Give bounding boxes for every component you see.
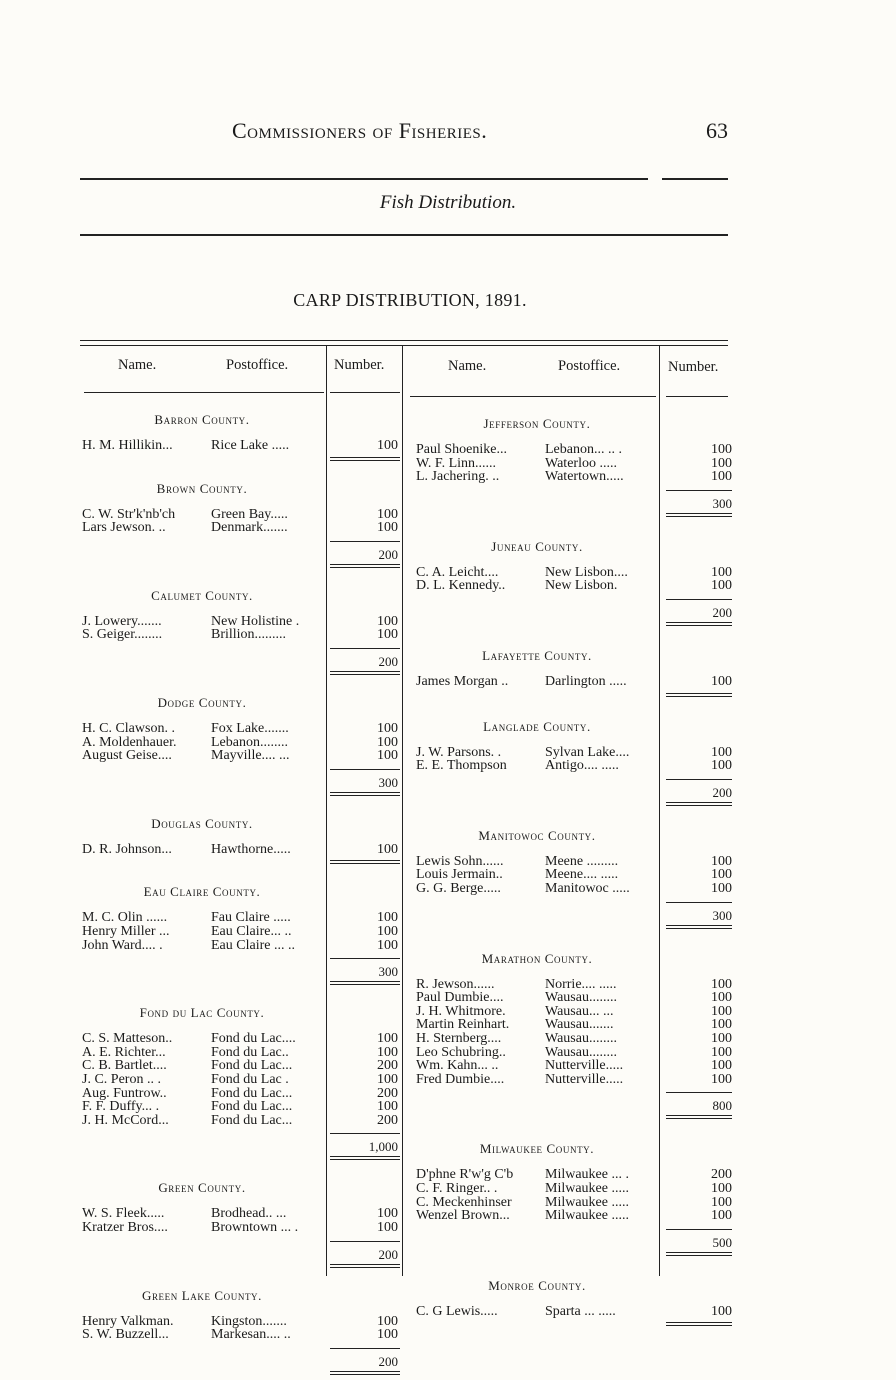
postoffice: Wausau... ...: [545, 1003, 614, 1019]
table-row: [416, 1032, 732, 1046]
fish-count: 100: [377, 627, 398, 643]
county-total: 800: [712, 1098, 732, 1114]
recipient-name: Henry Valkman.: [82, 1313, 174, 1329]
recipient-name: Paul Dumbie....: [416, 990, 504, 1006]
fish-count: 200: [377, 1085, 398, 1101]
fish-count: 200: [377, 1112, 398, 1128]
subtotal-rule: [666, 599, 732, 600]
recipient-name: Leo Schubring..: [416, 1044, 506, 1060]
recipient-name: S. Geiger........: [82, 627, 163, 643]
table-row: [416, 1073, 732, 1087]
table-row: [416, 882, 732, 896]
postoffice: Fond du Lac...: [211, 1112, 293, 1128]
table-row: [416, 443, 732, 457]
subhead-rule: [80, 234, 728, 236]
fish-count: 100: [711, 744, 732, 760]
recipient-name: Henry Miller ...: [82, 924, 170, 939]
table-row: [82, 843, 398, 857]
county-end-rule: [666, 1322, 732, 1326]
postoffice: Milwaukee .....: [545, 1181, 629, 1196]
postoffice: Hawthorne.....: [211, 841, 291, 857]
subtotal-rule: [330, 1348, 400, 1349]
fish-count: 100: [377, 1031, 398, 1047]
county-end-rule: [666, 802, 732, 806]
county-end-rule: [330, 792, 400, 796]
column-divider-1: [326, 346, 327, 1276]
postoffice: Browntown ... .: [211, 1220, 299, 1235]
recipient-name: A. E. Richter...: [82, 1044, 166, 1060]
recipient-name: S. W. Buzzell...: [82, 1327, 169, 1343]
fish-count: 100: [377, 506, 398, 522]
fish-count: 100: [711, 455, 732, 471]
fish-count: 100: [711, 1003, 732, 1019]
recipient-name: J. W. Parsons. .: [416, 744, 502, 760]
table-row: [416, 579, 732, 593]
postoffice: Eau Claire... ..: [211, 924, 292, 939]
table-row: [82, 749, 398, 763]
table-row: [416, 470, 732, 484]
table-row: [416, 759, 732, 773]
county-total: 300: [378, 774, 398, 790]
fish-count: 100: [377, 841, 398, 857]
postoffice: Nutterville.....: [545, 1058, 624, 1074]
fish-count: 100: [377, 748, 398, 764]
recipient-name: D'phne R'w'g C'b: [416, 1167, 514, 1183]
postoffice: Fox Lake.......: [211, 721, 289, 736]
header-underline-1: [84, 392, 324, 393]
fish-count: 100: [711, 853, 732, 869]
recipient-name: C. W. Str'k'nb'ch: [82, 506, 176, 522]
subtotal-rule: [330, 1241, 400, 1242]
postoffice: Fond du Lac....: [211, 1031, 296, 1047]
fish-count: 100: [711, 976, 732, 992]
fish-count: 100: [711, 1303, 732, 1319]
fish-count: 100: [711, 1031, 732, 1046]
fish-count: 100: [377, 1099, 398, 1115]
recipient-name: Wm. Kahn... ..: [416, 1058, 499, 1074]
postoffice: Fond du Lac..: [211, 1044, 289, 1060]
postoffice: Green Bay.....: [211, 506, 288, 522]
county-heading: Green County.: [158, 1180, 246, 1196]
fish-count: 100: [711, 1058, 732, 1074]
fish-count: 100: [377, 1206, 398, 1222]
recipient-name: M. C. Olin ......: [82, 910, 168, 926]
fish-count: 100: [377, 1313, 398, 1329]
county-heading: Manitowoc County.: [478, 827, 596, 843]
recipient-name: G. G. Berge.....: [416, 881, 501, 896]
postoffice: Milwaukee ... .: [545, 1167, 629, 1183]
postoffice: Lebanon........: [211, 734, 288, 750]
table-row: [82, 1114, 398, 1128]
county-heading: Brown County.: [156, 480, 248, 496]
fish-count: 100: [377, 937, 398, 953]
recipient-name: W. S. Fleek.....: [82, 1206, 165, 1222]
running-title: Commissioners of Fisheries.: [232, 118, 488, 143]
col-header-name-right: Name.: [448, 358, 487, 374]
postoffice: Waterloo .....: [545, 455, 617, 471]
fish-count: 100: [711, 1181, 732, 1196]
county-heading: Green Lake County.: [141, 1287, 263, 1303]
subtotal-rule: [666, 1229, 732, 1230]
county-end-rule: [330, 1264, 400, 1268]
county-heading: Jefferson County.: [483, 416, 591, 431]
county-total: 300: [712, 907, 732, 923]
fish-count: 100: [711, 1208, 732, 1224]
fish-count: 100: [377, 520, 398, 536]
subtotal-rule: [666, 902, 732, 903]
subtotal-rule: [330, 769, 400, 770]
col-header-postoffice-right: Postoffice.: [558, 358, 621, 374]
county-total: 500: [712, 1234, 732, 1250]
recipient-name: John Ward.... .: [82, 937, 163, 953]
postoffice: Norrie.... .....: [545, 976, 617, 992]
recipient-name: C. G Lewis.....: [416, 1303, 498, 1319]
county-heading: Lafayette County.: [482, 648, 592, 663]
fish-count: 100: [711, 564, 732, 580]
county-heading: Fond du Lac County.: [139, 1005, 265, 1021]
fish-count: 100: [711, 578, 732, 594]
postoffice: Milwaukee .....: [545, 1208, 629, 1224]
county-heading: Langlade County.: [483, 718, 591, 734]
postoffice: Wausau........: [545, 990, 617, 1006]
subtotal-rule: [666, 1092, 732, 1093]
recipient-name: James Morgan ..: [416, 674, 509, 689]
fish-count: 100: [377, 1072, 398, 1087]
county-heading: Eau Claire County.: [143, 884, 261, 900]
postoffice: Watertown.....: [545, 469, 624, 485]
fish-count: 200: [377, 1058, 398, 1074]
postoffice: Sparta ... .....: [545, 1303, 616, 1319]
col-header-postoffice-left: Postoffice.: [226, 357, 289, 373]
table-row: [82, 521, 398, 535]
column-divider-3: [659, 346, 660, 1276]
postoffice: Manitowoc .....: [545, 881, 630, 896]
fish-count: 100: [377, 734, 398, 750]
recipient-name: C. Meckenhinser: [416, 1194, 512, 1210]
fish-count: 100: [711, 1044, 732, 1060]
header-underline-3: [410, 396, 656, 397]
table-row: [82, 628, 398, 642]
recipient-name: A. Moldenhauer.: [82, 734, 177, 750]
fish-count: 200: [711, 1167, 732, 1183]
postoffice: Meene.... .....: [545, 867, 619, 883]
recipient-name: W. F. Linn......: [416, 455, 497, 471]
recipient-name: Louis Jermain..: [416, 867, 503, 883]
table-title: CARP DISTRIBUTION, 1891.: [293, 290, 527, 310]
table-row: [82, 939, 398, 953]
recipient-name: F. F. Duffy... .: [82, 1099, 160, 1115]
header-underline-2: [330, 392, 400, 393]
postoffice: Darlington .....: [545, 674, 627, 689]
recipient-name: J. Lowery.......: [82, 613, 162, 629]
page-number: 63: [706, 118, 728, 143]
section-title: Fish Distribution.: [379, 192, 517, 213]
county-total: 200: [378, 1246, 398, 1262]
subtotal-rule: [330, 648, 400, 649]
fish-count: 100: [711, 867, 732, 883]
recipient-name: H. M. Hillikin...: [82, 438, 173, 453]
county-total: 1,000: [368, 1139, 398, 1155]
county-heading: Juneau County.: [491, 538, 583, 554]
postoffice: Mayville.... ...: [211, 748, 290, 764]
table-row: [82, 1221, 398, 1235]
recipient-name: Lars Jewson. ..: [82, 520, 166, 536]
county-end-rule: [666, 622, 732, 626]
county-end-rule: [666, 1252, 732, 1256]
postoffice: Brillion.........: [211, 627, 287, 643]
recipient-name: C. F. Ringer.. .: [416, 1181, 498, 1196]
running-head: [0, 118, 896, 148]
table-row: [416, 675, 732, 689]
postoffice: Markesan.... ..: [211, 1327, 291, 1343]
header-rule-right: [662, 178, 728, 180]
recipient-name: August Geise....: [82, 748, 172, 764]
fish-count: 100: [711, 442, 732, 457]
table-row: [82, 925, 398, 939]
fish-count: 100: [711, 758, 732, 774]
subtotal-rule: [666, 490, 732, 491]
fish-count: 100: [711, 1071, 732, 1087]
fish-count: 100: [711, 1017, 732, 1033]
postoffice: New Lisbon.: [545, 578, 618, 594]
county-total: 200: [378, 654, 398, 669]
county-end-rule: [666, 925, 732, 929]
col-header-number-right: Number.: [668, 359, 719, 375]
table-top-rule-2: [80, 345, 728, 346]
table-row: [82, 722, 398, 736]
recipient-name: J. C. Peron .. .: [82, 1072, 161, 1087]
table-row: [416, 1182, 732, 1196]
county-end-rule: [330, 860, 400, 864]
postoffice: Lebanon... .. .: [545, 442, 622, 457]
fish-count: 100: [377, 1044, 398, 1060]
postoffice: New Lisbon....: [545, 564, 628, 580]
postoffice: Eau Claire ... ..: [211, 937, 295, 953]
postoffice: Brodhead.. ...: [211, 1206, 287, 1222]
table-row: [82, 1073, 398, 1087]
recipient-name: H. C. Clawson. .: [82, 721, 175, 736]
postoffice: Fau Claire .....: [211, 910, 291, 926]
fish-count: 100: [377, 924, 398, 939]
county-heading: Monroe County.: [488, 1277, 586, 1293]
postoffice: Denmark.......: [211, 520, 288, 536]
subtotal-rule: [666, 779, 732, 780]
postoffice: Rice Lake .....: [211, 438, 290, 453]
county-total: 200: [378, 1353, 398, 1369]
county-heading: Douglas County.: [151, 815, 253, 831]
county-heading: Barron County.: [154, 412, 250, 427]
postoffice: Fond du Lac .: [211, 1072, 289, 1087]
recipient-name: L. Jachering. ..: [416, 469, 500, 485]
recipient-name: Paul Shoenike...: [416, 442, 507, 457]
table-row: [416, 1209, 732, 1223]
recipient-name: C. S. Matteson..: [82, 1031, 173, 1047]
postoffice: Fond du Lac...: [211, 1085, 293, 1101]
county-end-rule: [330, 1371, 400, 1375]
fish-count: 100: [377, 1327, 398, 1343]
county-end-rule: [330, 1156, 400, 1160]
fish-count: 100: [711, 674, 732, 689]
recipient-name: Fred Dumbie....: [416, 1071, 505, 1087]
header-rule-left: [80, 178, 648, 180]
postoffice: Wausau........: [545, 1044, 617, 1060]
county-end-rule: [330, 564, 400, 568]
fish-count: 100: [711, 881, 732, 896]
county-total: 200: [378, 546, 398, 562]
postoffice: Kingston.......: [211, 1313, 287, 1329]
recipient-name: Lewis Sohn......: [416, 853, 504, 869]
postoffice: Milwaukee .....: [545, 1194, 629, 1210]
fish-count: 100: [377, 613, 398, 629]
recipient-name: J. H. Whitmore.: [416, 1003, 506, 1019]
subtotal-rule: [330, 958, 400, 959]
county-total: 300: [378, 964, 398, 980]
recipient-name: J. H. McCord...: [82, 1112, 169, 1128]
postoffice: Meene .........: [545, 853, 619, 869]
recipient-name: Martin Reinhart.: [416, 1017, 510, 1033]
table-row: [82, 439, 398, 453]
fish-count: 100: [711, 990, 732, 1006]
fish-count: 100: [377, 721, 398, 736]
postoffice: Wausau........: [545, 1031, 617, 1046]
county-heading: Milwaukee County.: [479, 1141, 595, 1157]
recipient-name: E. E. Thompson: [416, 758, 507, 774]
postoffice: New Holistine .: [211, 613, 300, 629]
column-divider-2: [402, 346, 403, 1276]
postoffice: Sylvan Lake....: [545, 744, 630, 760]
col-header-number-left: Number.: [334, 357, 385, 373]
fish-count: 100: [377, 910, 398, 926]
header-underline-4: [666, 396, 728, 397]
recipient-name: Wenzel Brown...: [416, 1208, 510, 1224]
subtotal-rule: [330, 1133, 400, 1134]
county-heading: Dodge County.: [157, 695, 247, 710]
table-row: [416, 1305, 732, 1319]
county-end-rule: [330, 457, 400, 461]
county-total: 200: [712, 784, 732, 800]
recipient-name: Aug. Funtrow..: [82, 1085, 167, 1101]
county-heading: Calumet County.: [151, 587, 253, 603]
recipient-name: C. B. Bartlet....: [82, 1058, 167, 1074]
county-end-rule: [666, 1115, 732, 1119]
recipient-name: D. R. Johnson...: [82, 841, 172, 857]
fish-count: 100: [711, 469, 732, 485]
county-end-rule: [666, 513, 732, 517]
county-total: 200: [712, 605, 732, 620]
recipient-name: H. Sternberg....: [416, 1031, 502, 1046]
col-header-name-left: Name.: [118, 357, 157, 373]
subtotal-rule: [330, 541, 400, 542]
fish-count: 100: [377, 1220, 398, 1235]
table-top-rule: [80, 340, 728, 341]
recipient-name: Kratzer Bros....: [82, 1220, 168, 1235]
county-heading: Marathon County.: [481, 950, 593, 966]
postoffice: Antigo.... .....: [545, 758, 619, 774]
table-row: [82, 1328, 398, 1342]
fish-count: 100: [711, 1194, 732, 1210]
recipient-name: R. Jewson......: [416, 976, 495, 992]
county-end-rule: [330, 981, 400, 985]
postoffice: Fond du Lac...: [211, 1058, 293, 1074]
county-end-rule: [330, 671, 400, 675]
postoffice: Nutterville.....: [545, 1071, 624, 1087]
postoffice: Wausau.......: [545, 1017, 614, 1033]
county-end-rule: [666, 693, 732, 697]
fish-count: 100: [377, 438, 398, 453]
county-total: 300: [712, 495, 732, 511]
recipient-name: D. L. Kennedy..: [416, 578, 506, 594]
postoffice: Fond du Lac...: [211, 1099, 293, 1115]
recipient-name: C. A. Leicht....: [416, 564, 499, 580]
